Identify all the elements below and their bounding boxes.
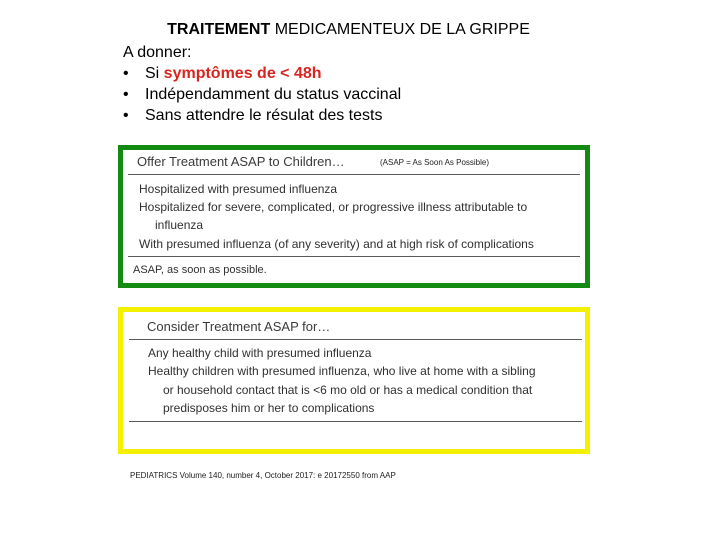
green-item-2-cont: influenza <box>155 218 204 232</box>
yellow-item-2-cont2: predisposes him or her to complications <box>163 401 375 415</box>
intro-lead: A donner: <box>123 44 192 61</box>
divider <box>129 339 582 340</box>
intro-bullet-3-text: Sans attendre le résulat des tests <box>145 107 383 124</box>
yellow-item-1: Any healthy child with presumed influenza <box>148 346 372 360</box>
divider <box>128 256 580 257</box>
bullet-icon: • <box>123 107 129 124</box>
green-item-3: With presumed influenza (of any severity) and at high risk of complications <box>139 237 534 251</box>
slide-title <box>0 21 697 39</box>
intro-bullet-2 <box>123 84 401 105</box>
intro-bullet-1 <box>123 63 401 84</box>
green-footnote: ASAP, as soon as possible. <box>133 264 267 276</box>
intro-bullet-3 <box>123 105 401 126</box>
yellow-item-2: Healthy children with presumed influenza, who live at home with a sibling <box>148 364 536 378</box>
intro-bullet-1-prefix: Si <box>145 65 164 82</box>
green-item-1: Hospitalized with presumed influenza <box>139 182 338 196</box>
green-box-header: Offer Treatment ASAP to Children… <box>137 154 345 169</box>
green-recommendation-box <box>118 145 590 288</box>
green-item-2: Hospitalized for severe, complicated, or progressive illness attributable to <box>139 200 528 214</box>
title-rest: MEDICAMENTEUX DE LA GRIPPE <box>270 21 530 38</box>
bullet-icon: • <box>123 65 129 82</box>
asap-note: (ASAP = As Soon As Possible) <box>380 158 490 167</box>
yellow-recommendation-box <box>118 307 590 454</box>
yellow-item-2-cont: or household contact that is <6 mo old or has a medical condition that <box>163 383 533 397</box>
intro-block <box>123 42 401 126</box>
intro-bullet-1-highlight: symptômes de < 48h <box>163 65 322 82</box>
title-bold: TRAITEMENT <box>167 21 271 38</box>
divider <box>129 421 582 422</box>
divider <box>128 174 580 175</box>
intro-bullet-2-text: Indépendamment du status vaccinal <box>145 86 402 103</box>
source-citation: PEDIATRICS Volume 140, number 4, October 2017: e 20172550 from AAP <box>130 471 396 480</box>
bullet-icon: • <box>123 86 129 103</box>
yellow-box-header: Consider Treatment ASAP for… <box>147 319 331 334</box>
